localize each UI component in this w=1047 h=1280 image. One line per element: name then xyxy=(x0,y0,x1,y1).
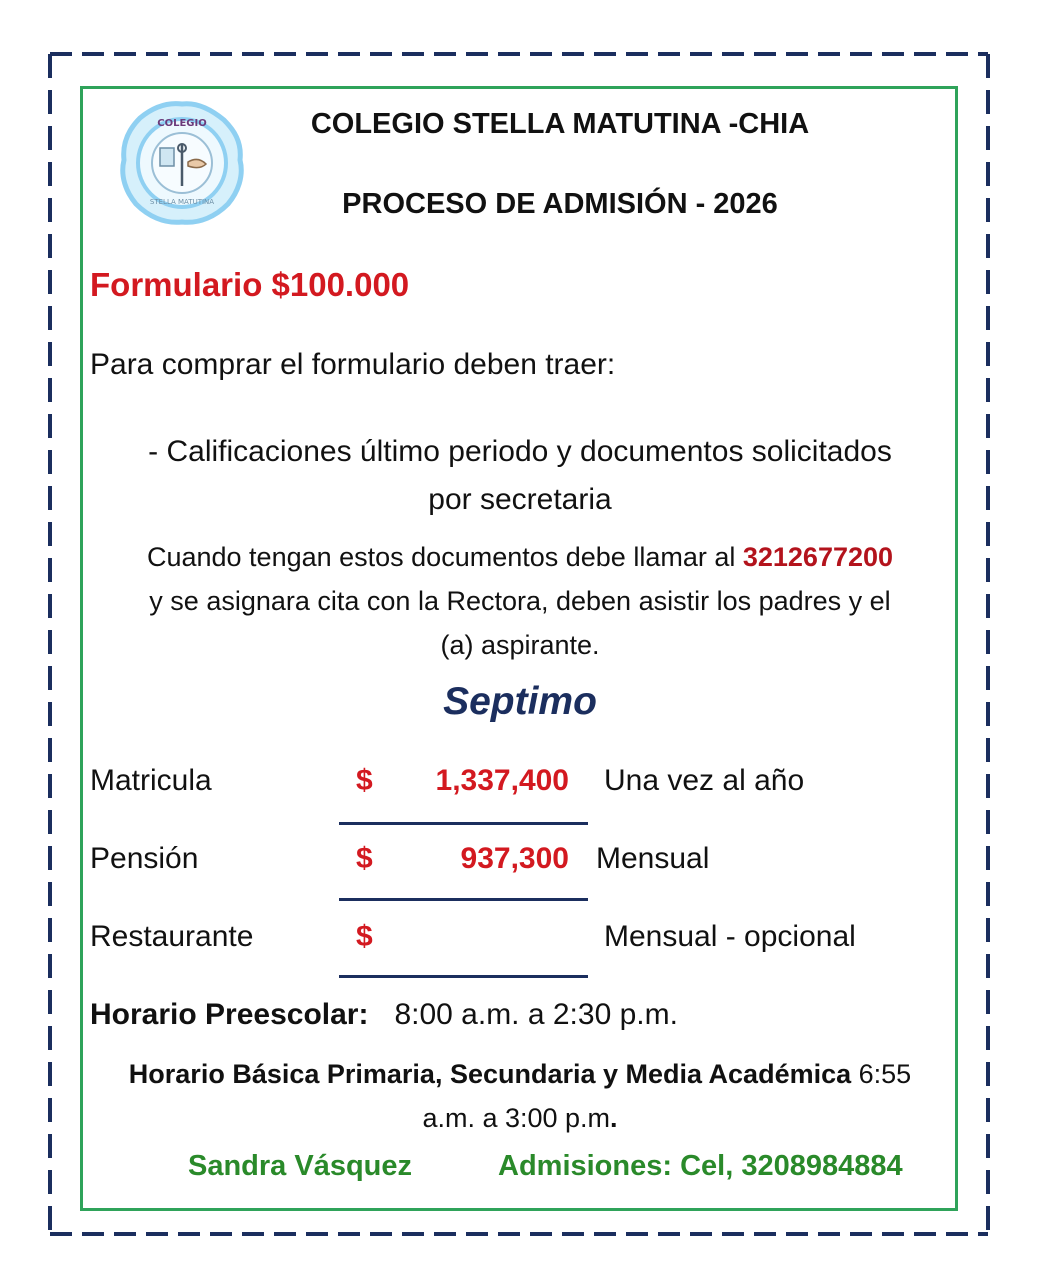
requirement-text xyxy=(90,428,950,524)
fee-amount-enrollment: 1,337,400 xyxy=(435,764,569,797)
basic-schedule xyxy=(88,1052,952,1140)
requirement-line-1: - Calificaciones último periodo y documentos solicitados xyxy=(148,435,892,468)
requirement-line-2: por secretaria xyxy=(428,483,612,516)
fee-note-enrollment: Una vez al año xyxy=(604,764,805,797)
contact-phone: Admisiones: Cel, 3208984884 xyxy=(498,1150,903,1182)
fee-label-enrollment: Matricula xyxy=(90,764,212,797)
call-text-before-phone: Cuando tengan estos documentos debe llamar al xyxy=(146,542,743,572)
process-title: PROCESO DE ADMISIÓN - 2026 xyxy=(342,188,778,220)
logo-top-text: COLEGIO xyxy=(157,118,207,129)
call-line-2: y se asignara cita con la Rectora, deben asistir los padres y el xyxy=(149,586,891,616)
call-line-3: (a) aspirante. xyxy=(440,630,600,660)
phone-number: 3212677200 xyxy=(742,542,894,572)
fee-note-restaurant: Mensual - opcional xyxy=(604,920,856,953)
basic-schedule-line-1 xyxy=(88,1052,952,1096)
call-instructions xyxy=(90,535,950,667)
basic-schedule-line-2 xyxy=(88,1096,952,1140)
call-line-1 xyxy=(90,535,950,579)
fee-currency-tuition: $ xyxy=(356,842,373,875)
fee-label-restaurant: Restaurante xyxy=(90,920,254,953)
fee-divider xyxy=(339,898,588,901)
basic-schedule-period: . xyxy=(610,1103,618,1133)
fee-divider xyxy=(339,975,588,978)
fee-amount-tuition: 937,300 xyxy=(460,842,569,875)
fee-currency-enrollment: $ xyxy=(356,764,373,797)
intro-text: Para comprar el formulario deben traer: xyxy=(90,348,616,381)
school-logo xyxy=(120,100,244,226)
preschool-schedule-label: Horario Preescolar: xyxy=(90,998,369,1031)
form-price: Formulario $100.000 xyxy=(90,266,410,303)
fee-note-tuition: Mensual xyxy=(596,842,710,875)
basic-schedule-hours-end: a.m. a 3:00 p.m xyxy=(422,1103,611,1133)
fee-divider xyxy=(339,822,588,825)
fee-currency-restaurant: $ xyxy=(356,920,373,953)
contact-name: Sandra Vásquez xyxy=(188,1150,413,1182)
fee-label-tuition: Pensión xyxy=(90,842,199,875)
grade-title: Septimo xyxy=(443,680,597,723)
preschool-schedule xyxy=(90,998,678,1032)
logo-bottom-text: STELLA MATUTINA xyxy=(149,198,215,206)
school-name: COLEGIO STELLA MATUTINA -CHIA xyxy=(310,108,810,140)
basic-schedule-hours-start: 6:55 xyxy=(851,1059,912,1089)
preschool-schedule-hours: 8:00 a.m. a 2:30 p.m. xyxy=(394,998,678,1031)
basic-schedule-label: Horario Básica Primaria, Secundaria y Media Académica xyxy=(128,1059,852,1089)
